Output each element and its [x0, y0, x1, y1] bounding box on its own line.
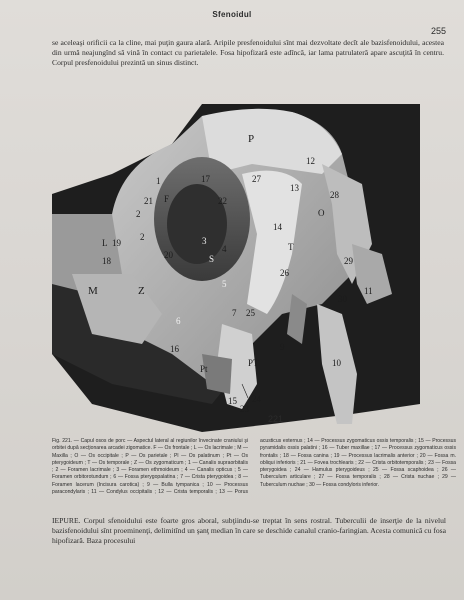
label-15: 15 [228, 396, 237, 406]
label-21: 21 [144, 196, 153, 206]
label-O: O [318, 208, 325, 218]
label-P: P [248, 133, 255, 145]
bottom-paragraph: IEPURE. Corpul sfenoidului este foarte gros aboral, subţiindu-se treptat în sens rostral. Tuberculii de inserţie de la nivelul bazisfenoidului sînt proeminenţi, delimitînd un şanţ median în care se deschide canalul cranio-faringian. Acesta comunică cu fosa hipofizară. Baza procesului [52, 516, 446, 546]
running-header: Sfenoidul [212, 10, 252, 19]
label-9: 9 [280, 342, 285, 352]
label-11: 11 [364, 286, 373, 296]
skull-illustration [52, 104, 420, 432]
label-S: S [209, 254, 215, 264]
label-13: 13 [290, 183, 299, 193]
label-L: L [102, 238, 108, 248]
label-24: 24 [252, 394, 261, 404]
figure-caption [52, 438, 456, 512]
label-25: 25 [246, 308, 255, 318]
label-26: 26 [280, 268, 289, 278]
label-22: 22 [218, 196, 227, 206]
label-19: 19 [112, 238, 121, 248]
label-28: 28 [330, 190, 339, 200]
page-number: 255 [430, 26, 446, 36]
label-2b: 2 [140, 232, 145, 242]
label-6: 6 [176, 316, 181, 326]
label-12: 12 [306, 156, 315, 166]
label-27: 27 [252, 174, 261, 184]
label-29: 29 [344, 256, 353, 266]
label-7: 7 [232, 308, 237, 318]
label-17: 17 [201, 174, 210, 184]
label-4: 4 [222, 244, 227, 254]
label-3: 3 [202, 236, 207, 246]
label-T: T [288, 242, 294, 252]
figure-number: 221 [268, 414, 284, 424]
label-1: 1 [156, 176, 161, 186]
label-23: 23 [240, 404, 249, 414]
caption-text: Fig. 221. — Capul osos de porc — Aspectul lateral al regiunilor învecinate craniului şi orbitei după secţionarea arcadei zigomatice. F — Os frontale ; L — Os lacrimale ; M — Maxilla ; O — Os occipitale ; P — Os parietale ; Pl — Os palatinum ; Pt — Os pterygoideum ; T — Os temporale ; Z — Os zygomaticum ; 1 — Canalis supraorbitalis ; 2 — Foramen lacrimale ; 3 — Foramen ethmoideum ; 4 — Canalis opticus ; 5 — Foramen orbitorotundum ; 6 — Fossa pterygopalatina ; 7 — Crista pterygoidea ; 8 — Foramen lacerum (Incisura carotica) ; 9 — Bulla tympanica ; 10 — Processus paracondylaris ; 11 — Condylus occipitalis ; 12 — Crista temporalis ; 13 — Porus acusticus externus ; 14 — Processus zygomaticus ossis temporalis ; 15 — Processus pyramidalis ossis palatini ; 16 — Tuber maxillae ; 17 — Processus zygomaticus ossis frontalis ; 18 — Fossa canina ; 19 — Processus lacrimalis anterior ; 20 — Fossa m. obliqui inferioris ; 21 — Fovea trochlearis ; 22 — Crista orbitotemporalis ; 23 — Fossa pterygoidea ; 24 — Hamulus pterygoideus ; 25 — Fossa scaphoidea ; 26 — Tuberculum articulare ; 27 — Fossa temporalis ; 28 — Crista nuchae ; 29 — Tuberculum nuchae ; 30 — Fossa condyloris inferior. [52, 438, 456, 496]
label-16: 16 [170, 344, 179, 354]
label-30: 30 [338, 294, 347, 304]
label-F: F [164, 194, 170, 204]
label-2a: 2 [136, 209, 141, 219]
skull-figure [52, 104, 420, 432]
label-M: M [88, 285, 98, 297]
label-10: 10 [332, 358, 341, 368]
label-Pl: Pt [200, 364, 208, 374]
label-Z: Z [138, 285, 145, 297]
label-18: 18 [102, 256, 111, 266]
label-20: 20 [164, 250, 173, 260]
label-PT: PT [248, 358, 259, 368]
label-5: 5 [222, 279, 227, 289]
label-14: 14 [273, 222, 282, 232]
top-paragraph: se aceleaşi orificii ca la cline, mai puţin gaura alară. Aripile presfenoidului sînt mai dezvoltate decît ale bazisfenoidului, acestea din urmă neajungînd să vină în contact cu parietalele. Fosa hipofizară este adîncă, iar lama patrulateră apare ascuţită în centru. Corpul presfenoidului prezintă un sinus distinct. [52, 38, 444, 68]
